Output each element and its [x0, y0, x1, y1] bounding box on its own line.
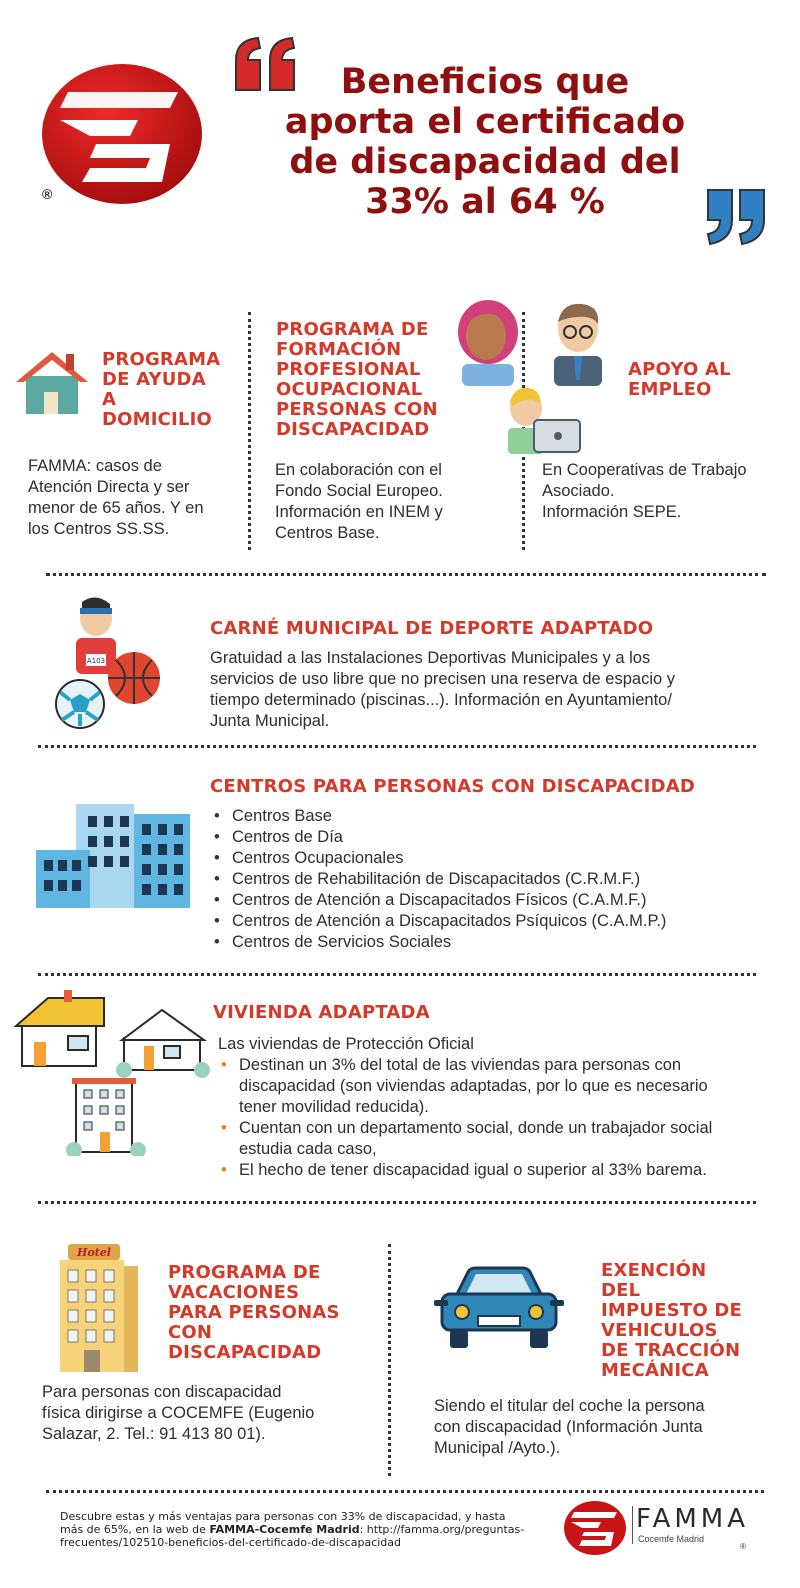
- footer-registered-mark: ®: [740, 1542, 746, 1551]
- footer-brand-sub: Cocemfe Madrid: [638, 1534, 705, 1544]
- ayuda-domicilio-title: PROGRAMA DE AYUDA A DOMICILIO: [102, 349, 221, 430]
- formacion-title: PROGRAMA DE FORMACIÓN PROFESIONAL OCUPACIONAL PERSONAS CON DISCAPACIDAD: [276, 319, 438, 440]
- footer-note: Descubre estas y más ventajas para personas con 33% de discapacidad, y hasta más de 65%, en la web de FAMMA-Cocemfe Madrid: http://famma.org/preguntas- frecuentes/102510-beneficios-del-certificado-de-discapacidad: [60, 1510, 525, 1549]
- registered-mark: ®: [42, 186, 53, 202]
- woman-avatar-icon: [452, 298, 524, 386]
- page-title: Beneficios que aporta el certificado de discapacidad del 33% al 64 %: [284, 62, 686, 222]
- list-item: • Destinan un 3% del total de las viviendas para personas con discapacidad (son viviendas adaptadas, por lo que es necesario tener movilidad reducida).: [217, 1055, 712, 1118]
- footer-famma-link: FAMMA-Cocemfe Madrid: [209, 1523, 360, 1536]
- houses-icon: [14, 990, 214, 1156]
- divider: [388, 1244, 391, 1476]
- worker-laptop-icon: [504, 384, 586, 454]
- list-item: • Centros de Servicios Sociales: [210, 932, 666, 953]
- divider: [38, 973, 756, 976]
- footer-brand: FAMMA: [636, 1504, 750, 1534]
- empleo-title: APOYO AL EMPLEO: [628, 359, 731, 400]
- svg-text:A103: A103: [86, 657, 106, 665]
- deporte-text: Gratuidad a las Instalaciones Deportivas Municipales y a los servicios de uso libre que no precisen una reserva de espacio y tiempo determinado (piscinas...). Información en Ayuntamiento/ Junta Municipal.: [210, 649, 676, 730]
- hotel-icon: [58, 1244, 140, 1372]
- centros-list: [210, 806, 666, 953]
- list-item: • Centros de Día: [210, 827, 666, 848]
- list-item: • El hecho de tener discapacidad igual o superior al 33% barema.: [217, 1160, 712, 1181]
- list-item: • Centros Ocupacionales: [210, 848, 666, 869]
- list-item: • Centros de Atención a Discapacitados Psíquicos (C.A.M.P.): [210, 911, 666, 932]
- vivienda-list: [217, 1055, 712, 1181]
- famma-footer-logo: [562, 1500, 628, 1556]
- divider: [46, 1490, 764, 1493]
- sports-icon: [52, 596, 164, 730]
- formacion-text: En colaboración con el Fondo Social Europeo. Información en INEM y Centros Base.: [275, 461, 443, 542]
- divider: [46, 573, 766, 576]
- empleo-text: En Cooperativas de Trabajo Asociado. Información SEPE.: [542, 461, 747, 521]
- vivienda-title: VIVIENDA ADAPTADA: [213, 1002, 430, 1023]
- impuesto-text: Siendo el titular del coche la persona con discapacidad (Información Junta Municipal /Ayto.).: [434, 1397, 705, 1457]
- ayuda-domicilio-text: FAMMA: casos de Atención Directa y ser menor de 65 años. Y en los Centros SS.SS.: [28, 457, 204, 538]
- buildings-icon: [36, 804, 192, 908]
- divider: [38, 1201, 756, 1204]
- vivienda-intro: Las viviendas de Protección Oficial: [218, 1035, 474, 1053]
- famma-logo: [38, 62, 204, 208]
- car-icon: [434, 1266, 564, 1352]
- divider: [38, 745, 756, 748]
- vacaciones-title: PROGRAMA DE VACACIONES PARA PERSONAS CON DISCAPACIDAD: [168, 1262, 340, 1363]
- house-icon: [14, 348, 90, 416]
- businessman-avatar-icon: [552, 300, 604, 386]
- divider: [248, 312, 251, 550]
- list-item: • Centros de Rehabilitación de Discapacitados (C.R.M.F.): [210, 869, 666, 890]
- deporte-title: CARNÉ MUNICIPAL DE DEPORTE ADAPTADO: [210, 618, 654, 639]
- impuesto-title: EXENCIÓN DEL IMPUESTO DE VEHICULOS DE TRACCIÓN MECÁNICA: [601, 1260, 742, 1381]
- close-quote-icon: [702, 186, 770, 248]
- list-item: • Centros Base: [210, 806, 666, 827]
- list-item: • Centros de Atención a Discapacitados Físicos (C.A.M.F.): [210, 890, 666, 911]
- centros-title: CENTROS PARA PERSONAS CON DISCAPACIDAD: [210, 776, 695, 797]
- svg-text:Hotel: Hotel: [77, 1246, 111, 1259]
- footer-brand-divider: [632, 1506, 633, 1544]
- list-item: • Cuentan con un departamento social, donde un trabajador social estudia cada caso,: [217, 1118, 712, 1160]
- vacaciones-text: Para personas con discapacidad física dirigirse a COCEMFE (Eugenio Salazar, 2. Tel.: 91 413 80 01).: [42, 1383, 315, 1443]
